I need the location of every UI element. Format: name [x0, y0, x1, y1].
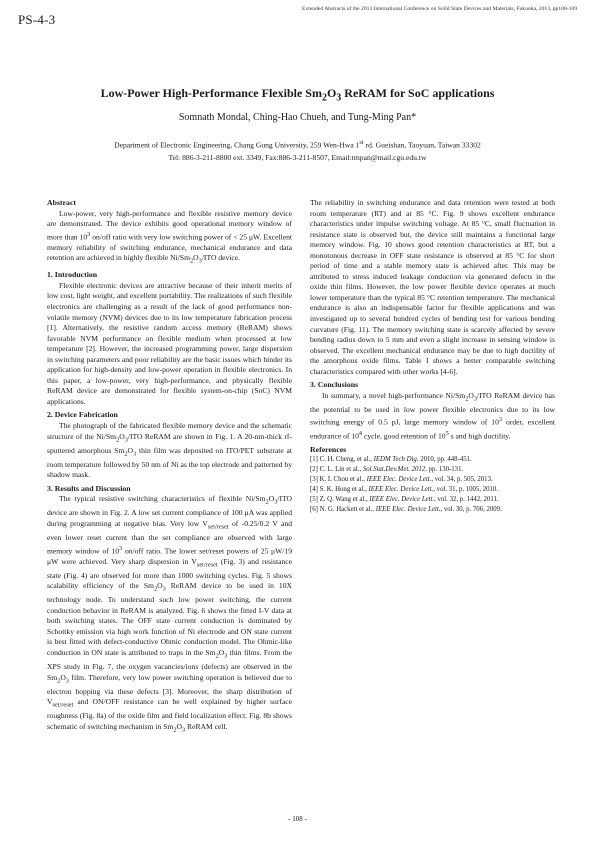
introduction-heading: 1. Introduction: [47, 270, 98, 280]
subscript: 2: [153, 585, 158, 593]
subscript: 2: [189, 257, 194, 265]
text-part: (Fig. 3) and resistance state (Fig. 4) are observed for more than 1000 switching cycles. Fig. 5 shows scalability efficiency of the Sm: [47, 556, 292, 591]
reference-item: [310, 475, 555, 485]
subscript: 2: [116, 436, 120, 444]
subscript: 2: [265, 498, 269, 506]
introduction-text: Flexible electronic devices are attractive because of their inherit merits of low cost, light weight, and excellent portability. The realizations of such flexible electronics are challenging as a result of the lack of good performance non-volatile memory (NVM) devices due to its low temperature fabrication process [1]. Alternatively, the resistive random access memory (ReRAM) shows favorable NVM performance on flexible medium when processed at low temperature [2]. However, the increased programming power, large dispersion in switching parameters and poor reliability are the basic issues which hinder its application for high-density and low-power operation in flexible electronics. In this paper, a low-power, very high-performance, and physically flexible ReRAM device are demonstrated for flexible system-on-chip (SoC) NVM applications.: [47, 280, 292, 406]
page-number: - 108 -: [288, 815, 307, 823]
subscript: 2: [465, 395, 469, 403]
reference-authors: [3] K. L Chou et al.,: [310, 476, 367, 484]
text-part: O: [157, 581, 163, 591]
text-part: The photograph of the fabricated flexible memory device and the schematic structure of the Ni/Sm: [47, 420, 292, 441]
reference-item: [310, 465, 555, 475]
text-part: O: [176, 721, 182, 731]
abstract-text-part: Low-power, very high-performance and flexible resistive memory device are demonstrated. The device exhibits good operational memory window of more than 10: [47, 208, 292, 242]
right-column: [310, 198, 555, 515]
subscript: set/reset: [196, 561, 218, 569]
affiliation-line-1: [30, 137, 565, 152]
reference-authors: [4] S. K. Hong et al.,: [310, 486, 369, 494]
text-part: /ITO ReRAM are shown in Fig. 1. A 20-nm-thick rf-sputtered amorphous Sm: [47, 431, 292, 455]
text-part: order, excellent endurance of 10: [310, 417, 555, 441]
affiliation-text: rd. Gueishan, Taoyuan, Taiwan 33302: [363, 140, 481, 150]
affiliation-superscript: st: [359, 139, 364, 146]
subscript: 3: [224, 652, 228, 660]
text-part: In summary, a novel high-performance Ni/Sm: [322, 390, 466, 400]
references-heading: References: [310, 444, 347, 454]
abstract-text-part: /ITO device.: [201, 253, 241, 263]
title-part: O: [326, 86, 337, 100]
reference-details: , vol. 31, p. 1005, 2010.: [433, 486, 499, 494]
subscript: 2: [57, 677, 61, 685]
subscript: 2: [173, 726, 177, 734]
text-part: O: [218, 648, 225, 657]
subscript: 2: [124, 450, 128, 458]
subscript: set/reset: [52, 701, 74, 709]
text-part: O: [127, 445, 133, 455]
abstract-text-part: on/off ratio with very low switching power of < 25 μW. Excellent memory reliability of switching endurance, mechanical endurance and data retention are achieved in highly flexible Ni/Sm: [47, 232, 292, 263]
text-part: of -0.25/0.2 V and even lower reset current than the set compliance are observed with large memory window of 10: [47, 518, 292, 556]
subscript: 3: [124, 436, 128, 444]
reference-journal: Sol.Stat.Dev.Met. 2012: [362, 466, 426, 474]
abstract-text: [47, 209, 292, 268]
subscript: 3: [198, 257, 202, 265]
reference-item: [310, 495, 555, 505]
abstract-text-part: O: [193, 253, 199, 263]
superscript: 4: [358, 429, 363, 437]
results-heading: 3. Results and Discussion: [47, 483, 131, 493]
reference-authors: [1] C. H. Cheng, et al.,: [310, 456, 374, 464]
reference-list: [310, 455, 555, 515]
text-part: ReRAM device to be used in 10X technology node. To understand such low power switching, the current conduction behavior in ReRAM is analyzed. Fig. 6 shows the fitted I-V data at both switching states. The OFF state current conduction is dominated by Schottky emission via high work function of Ni electrode and ON state current is best fitted with defect-conductive Ohmic conduction model. The Ohmic-like conduction in ON state is attributed to traps in the Sm: [47, 581, 292, 657]
reference-authors: [2] C. L. Lin et al.,: [310, 466, 363, 474]
title-part: Low-Power High-Performance Flexible Sm: [100, 86, 322, 100]
fabrication-text: [47, 421, 292, 481]
title-subscript: 3: [336, 92, 342, 104]
reference-details: 2010, pp. 448-451.: [418, 456, 472, 464]
superscript: 5: [445, 429, 449, 437]
reference-details: , pp. 130-131.: [425, 466, 464, 474]
superscript: 3: [498, 416, 503, 424]
results-text-left: [47, 494, 292, 736]
subscript: 3: [181, 726, 186, 734]
reference-journal: IEDM Tech Dig.: [373, 456, 419, 464]
subscript: 3: [65, 677, 69, 685]
subscript: 3: [132, 450, 137, 458]
text-part: ReRAM cell.: [185, 721, 228, 731]
text-part: thin films. From the XPS study in Fig. 7, the oxygen vacancies/ions (defects) are observed in the Sm: [47, 648, 292, 682]
reference-journal: IEEE Elec. Device Lett.: [366, 476, 432, 484]
page-id: PS-4-3: [18, 12, 56, 27]
subscript: 3: [274, 498, 278, 506]
text-part: O: [268, 494, 275, 504]
reference-details: , vol. 34, p. 505, 2013.: [431, 476, 493, 484]
left-column: [47, 198, 292, 736]
text-part: /ITO device are shown in Fig. 2. A low set current compliance of 100 μA was applied during programming at negative bias. Very low V: [47, 494, 292, 528]
text-part: /ITO ReRAM device has the potential to be used in low power flexible electronics due to its low switching energy of 0.5 pJ, large memory window of 10: [310, 390, 555, 427]
abstract-heading: Abstract: [47, 198, 77, 207]
fabrication-heading: 2. Device Fabrication: [47, 410, 118, 420]
text-part: thin film was deposited on ITO/PET substrate at room temperature followed by 50 nm of Ni as the top electrode and patterned by shadow mask.: [47, 445, 293, 480]
conclusions-heading: 3. Conclusions: [310, 380, 359, 390]
text-part: on/off ratio. The lower set/reset powers of 25 μW/19 μW were achieved. Very sharp dispersion in V: [47, 546, 293, 566]
text-part: O: [468, 390, 474, 400]
conclusions-text: [310, 391, 555, 442]
subscript: 3: [473, 395, 478, 403]
reference-journal: IEEE Elec. Device Lett.: [369, 496, 435, 504]
reference-journal: IEEE Elec. Device Lett.: [368, 486, 434, 494]
authors: Somnath Mondal, Ching-Hao Chueh, and Tung-Ming Pan*: [178, 112, 417, 123]
reference-item: [310, 505, 555, 515]
text-part: film. Therefore, very low power switching operation is believed due to electron hopping via these defects [3]. Moreover, the sharp distribution of V: [47, 672, 292, 707]
subscript: 2: [215, 652, 219, 660]
reference-authors: [6] N. G. Hackett et al.,: [310, 506, 376, 514]
text-part: and ON/OFF resistance can be well explained by higher surface roughness (Fig. 8a) of the oxide film and field localization effect. Fig. 8b shows schematic of switching mechanism in Sm: [47, 697, 292, 731]
reference-journal: IEEE Elec. Device Lett.: [375, 506, 441, 514]
affiliation-text: Department of Electronic Engineering, Chang Gung University, 259 Wen-Hwa 1: [114, 140, 360, 150]
reference-details: , vol. 32, p. 1442, 2011.: [434, 496, 499, 504]
superscript: 3: [119, 544, 123, 552]
subscript: set/reset: [207, 523, 229, 531]
running-header: Extended Abstracts of the 2013 International Conference on Solid State Devices and Materials, Fukuoka, 2013, pp108-109: [302, 6, 577, 12]
reference-item: [310, 485, 555, 495]
text-part: O: [119, 431, 125, 441]
affiliation: [30, 137, 565, 164]
text-part: cycle, good retention of 10: [362, 431, 446, 441]
text-part: s and high ductility.: [448, 431, 511, 441]
reference-details: , vol. 30, p. 706, 2009.: [440, 506, 502, 514]
paper-title: [0, 86, 595, 103]
text-part: The typical resistive switching characteristics of flexible Ni/Sm: [59, 494, 266, 504]
text-part: O: [60, 672, 66, 682]
affiliation-line-2: Tel: 886-3-211-8800 ext. 3349, Fax:886-3-211-8507, Email:tmpan@mail.cgu.edu.tw: [168, 152, 427, 162]
title-subscript: 2: [321, 92, 327, 104]
reference-item: [310, 455, 555, 465]
reference-authors: [5] Z. Q. Wang et al.,: [310, 496, 370, 504]
results-text-para-2-continued: The reliability in switching endurance and data retention were tested at both room temperature (RT) and at 85 °C. Fig. 9 shows excellent endurance characteristics under impulse switching voltage. At 85 °C, small fluctuation in resistance state is observed but, the device still maintains a functional large memory window. Fig. 10 shows good retention characteristics at RT, but a monotonous decrease in OFF state resistance is observed at 85 °C for short period of time and a stable memory state is achieved after. This may be attributed to stress induced leakage conduction via generated defects in the oxide thin films. However, the low power flexible device operates at much lower temperature than the typical 85 °C retention temperature. The mechanical endurance is also an indispensable factor for flexible applications and was investigated up to several hundred cycles of bending test for various bending curvature (Fig. 11). The memory switching state is scarcely affected by severe bending radius down to 5 mm and even a slight increase in sensing window is observed. The excellent mechanical endurance may be due to high ductility of the amorphous oxide films. Table I shows a better comparable switching characteristics compared with other works [4-6].: [310, 198, 555, 376]
subscript: 3: [162, 585, 166, 593]
title-part: ReRAM for SoC applications: [341, 86, 495, 100]
superscript: 3: [87, 230, 91, 238]
